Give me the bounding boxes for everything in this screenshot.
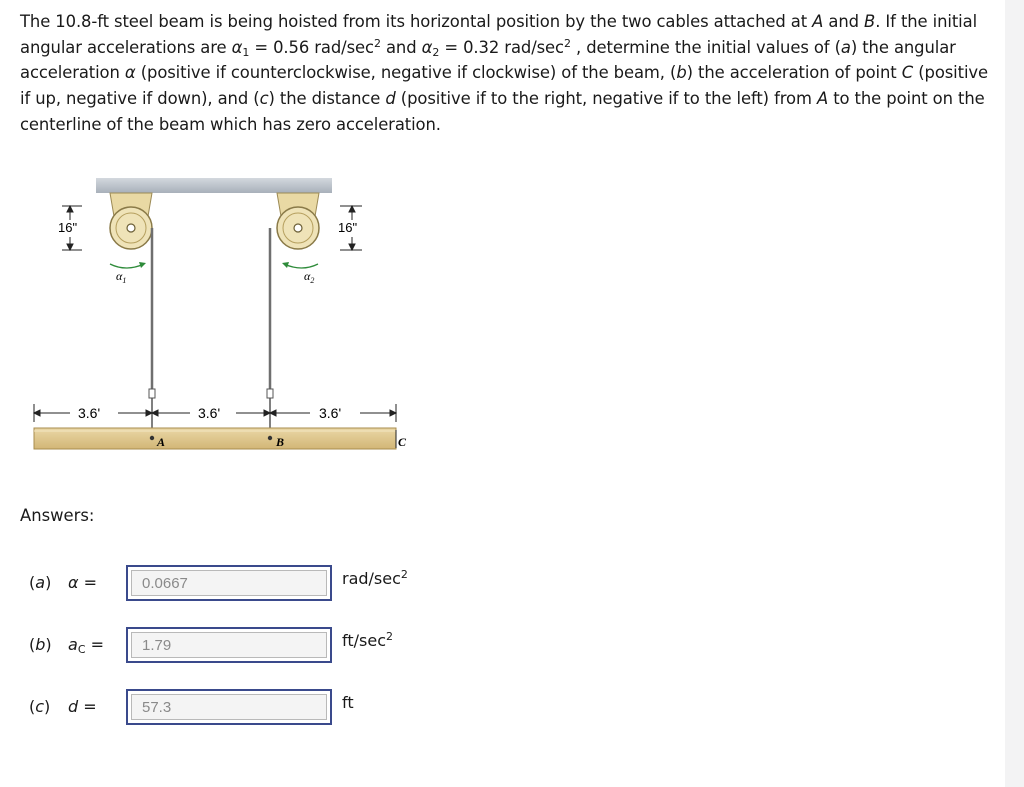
point-A-label: A <box>157 435 166 449</box>
point-C-label: C <box>398 435 407 449</box>
answer-input-alpha[interactable] <box>131 570 327 596</box>
alpha1-label: $\alpha_1$ <box>116 269 127 285</box>
answer-row-c <box>0 689 500 727</box>
alpha2-arrow <box>284 264 318 268</box>
dim-span-1: 3.6' <box>78 405 101 421</box>
answer-input-aC[interactable] <box>131 632 327 658</box>
answer-variable: α = <box>68 573 98 592</box>
answer-box-b <box>126 627 332 663</box>
answer-unit: rad/$\sec^2$ <box>342 568 408 588</box>
answer-variable: d = <box>68 697 97 716</box>
answer-unit: $ft/\sec^2$ <box>342 630 393 650</box>
beam-hoist-figure <box>26 172 416 466</box>
answers-heading: Answers: <box>20 506 95 525</box>
pulley-right <box>277 193 319 249</box>
alpha1-arrow <box>110 264 144 268</box>
dim-left-radius-label: 16" <box>58 220 78 235</box>
answer-variable: $a_C$ = <box>68 635 104 656</box>
answer-box-a <box>126 565 332 601</box>
problem-statement: The 10.8-ft steel beam is being hoisted from its horizontal position by the two cables attached at A and B. If the initial angular accelerations are $\alpha_1 = 0.56$ rad/$\sec^2$ and $\alpha_2 = 0.32$ rad/$\sec^2$ , determine the initial values of (a) the angular acceleration α (positive if counterclockwise, negative if clockwise) of the beam, (b) the acceleration of point C (positive if up, negative if down), and (c) the distance d (positive if to the right, negative if to the left) from A to the point on the centerline of the beam which has zero acceleration. <box>20 12 989 134</box>
dim-span-3: 3.6' <box>319 405 342 421</box>
answer-box-c <box>126 689 332 725</box>
alpha2-label: $\alpha_2$ <box>304 269 315 285</box>
answer-part-label: (c) <box>29 697 51 716</box>
pulley-left <box>110 193 152 249</box>
dim-span-2: 3.6' <box>198 405 221 421</box>
dim-right-radius-label: 16" <box>338 220 358 235</box>
answer-part-label: (a) <box>29 573 52 592</box>
answer-row-b <box>0 627 500 665</box>
beam-diagram <box>26 172 416 462</box>
answer-part-label: (b) <box>29 635 52 654</box>
answer-unit: ft <box>342 693 354 712</box>
point-B-label: B <box>276 435 285 449</box>
answer-row-a <box>0 565 500 603</box>
answer-input-d[interactable] <box>131 694 327 720</box>
right-gutter <box>1005 0 1024 787</box>
ceiling <box>96 178 332 193</box>
